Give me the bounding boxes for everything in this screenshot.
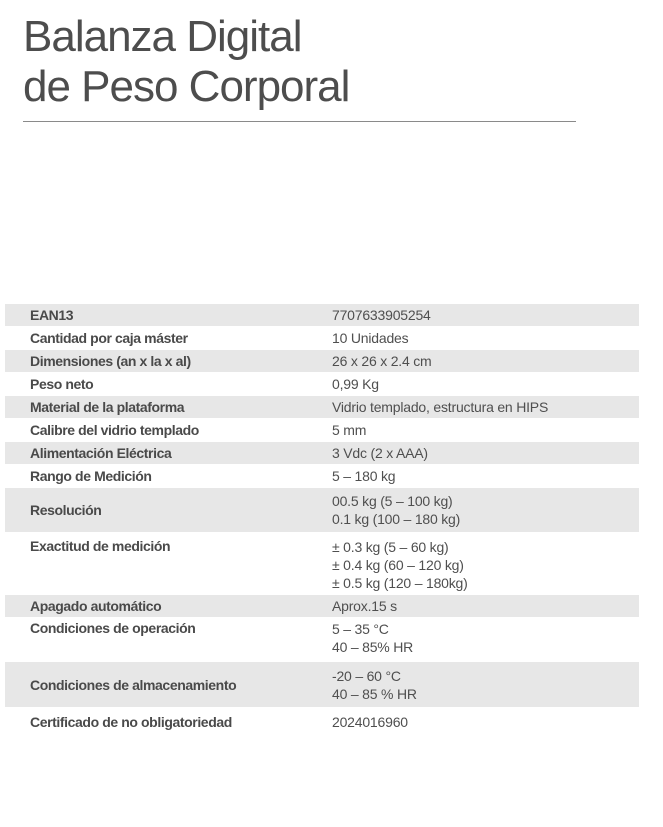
spec-row-operacion: [5, 618, 639, 662]
spec-label: Material de la plataforma: [30, 399, 185, 415]
page-title: [23, 12, 349, 112]
spec-label: Calibre del vidrio templado: [30, 422, 199, 438]
spec-value-line: 5 – 35 °C: [332, 621, 389, 637]
spec-value-line: 40 – 85 % HR: [332, 685, 417, 702]
spec-value: [306, 620, 639, 656]
spec-label: Alimentación Eléctrica: [30, 445, 172, 461]
spec-row-almacenamiento: [5, 662, 639, 708]
spec-value-line: 26 x 26 x 2.4 cm: [332, 353, 432, 369]
spec-value: [306, 467, 639, 485]
spec-value: [306, 444, 639, 462]
spec-value: [306, 713, 639, 731]
spec-label: Condiciones de operación: [30, 620, 196, 636]
page-title-line-2: de Peso Corporal: [23, 62, 350, 111]
spec-row-dimensiones: [5, 350, 639, 373]
spec-row-resolucion: [5, 488, 639, 533]
spec-value-line: 5 – 180 kg: [332, 468, 396, 484]
spec-row-peso-neto: [5, 373, 639, 396]
page-title-line-1: Balanza Digital: [23, 12, 302, 61]
spec-value-line: -20 – 60 °C: [332, 667, 401, 684]
spec-value: [306, 492, 639, 528]
spec-value: [306, 597, 639, 615]
spec-label: Exactitud de medición: [30, 538, 171, 554]
spec-value-line: 7707633905254: [332, 307, 431, 323]
spec-row-exactitud: [5, 533, 639, 595]
spec-value-line: 00.5 kg (5 – 100 kg): [332, 493, 453, 509]
spec-value: [306, 398, 639, 416]
spec-value-line: 2024016960: [332, 713, 408, 730]
spec-value: [306, 421, 639, 439]
spec-label: Peso neto: [30, 376, 94, 392]
spec-label: Certificado de no obligatoriedad: [30, 713, 232, 730]
spec-label: Cantidad por caja máster: [30, 330, 188, 346]
spec-label: Rango de Medición: [30, 468, 152, 484]
spec-value: [306, 667, 639, 703]
spec-value-line: 10 Unidades: [332, 330, 409, 346]
spec-row-alimentacion: [5, 442, 639, 465]
title-divider: [23, 121, 576, 122]
spec-row-cantidad: [5, 327, 639, 350]
spec-value-line: Aprox.15 s: [332, 598, 397, 614]
spec-label: Resolución: [30, 502, 102, 518]
spec-row-apagado: [5, 595, 639, 618]
spec-row-rango: [5, 465, 639, 488]
spec-value-line: 0.1 kg (100 – 180 kg): [332, 511, 461, 527]
spec-value-line: 3 Vdc (2 x AAA): [332, 445, 428, 461]
spec-value: [306, 375, 639, 393]
spec-value: [306, 329, 639, 347]
spec-label: Dimensiones (an x la x al): [30, 353, 191, 369]
spec-value-line: ± 0.5 kg (120 – 180kg): [332, 575, 468, 591]
spec-label: Condiciones de almacenamiento: [30, 676, 237, 693]
spec-value: [306, 352, 639, 370]
spec-row-calibre: [5, 419, 639, 442]
spec-label: Apagado automático: [30, 598, 162, 614]
spec-value-line: 5 mm: [332, 422, 367, 438]
spec-row-certificado: [5, 708, 639, 736]
spec-row-material: [5, 396, 639, 419]
spec-label: EAN13: [30, 307, 74, 323]
spec-value-line: Vidrio templado, estructura en HIPS: [332, 399, 549, 415]
spec-row-ean13: [5, 304, 639, 327]
spec-value: [306, 306, 639, 324]
spec-value-line: ± 0.3 kg (5 – 60 kg): [332, 539, 449, 555]
spec-value: [306, 538, 639, 592]
spec-value-line: 0,99 Kg: [332, 376, 379, 392]
spec-value-line: 40 – 85% HR: [332, 639, 414, 655]
spec-value-line: ± 0.4 kg (60 – 120 kg): [332, 557, 464, 573]
spec-table: [5, 304, 639, 736]
